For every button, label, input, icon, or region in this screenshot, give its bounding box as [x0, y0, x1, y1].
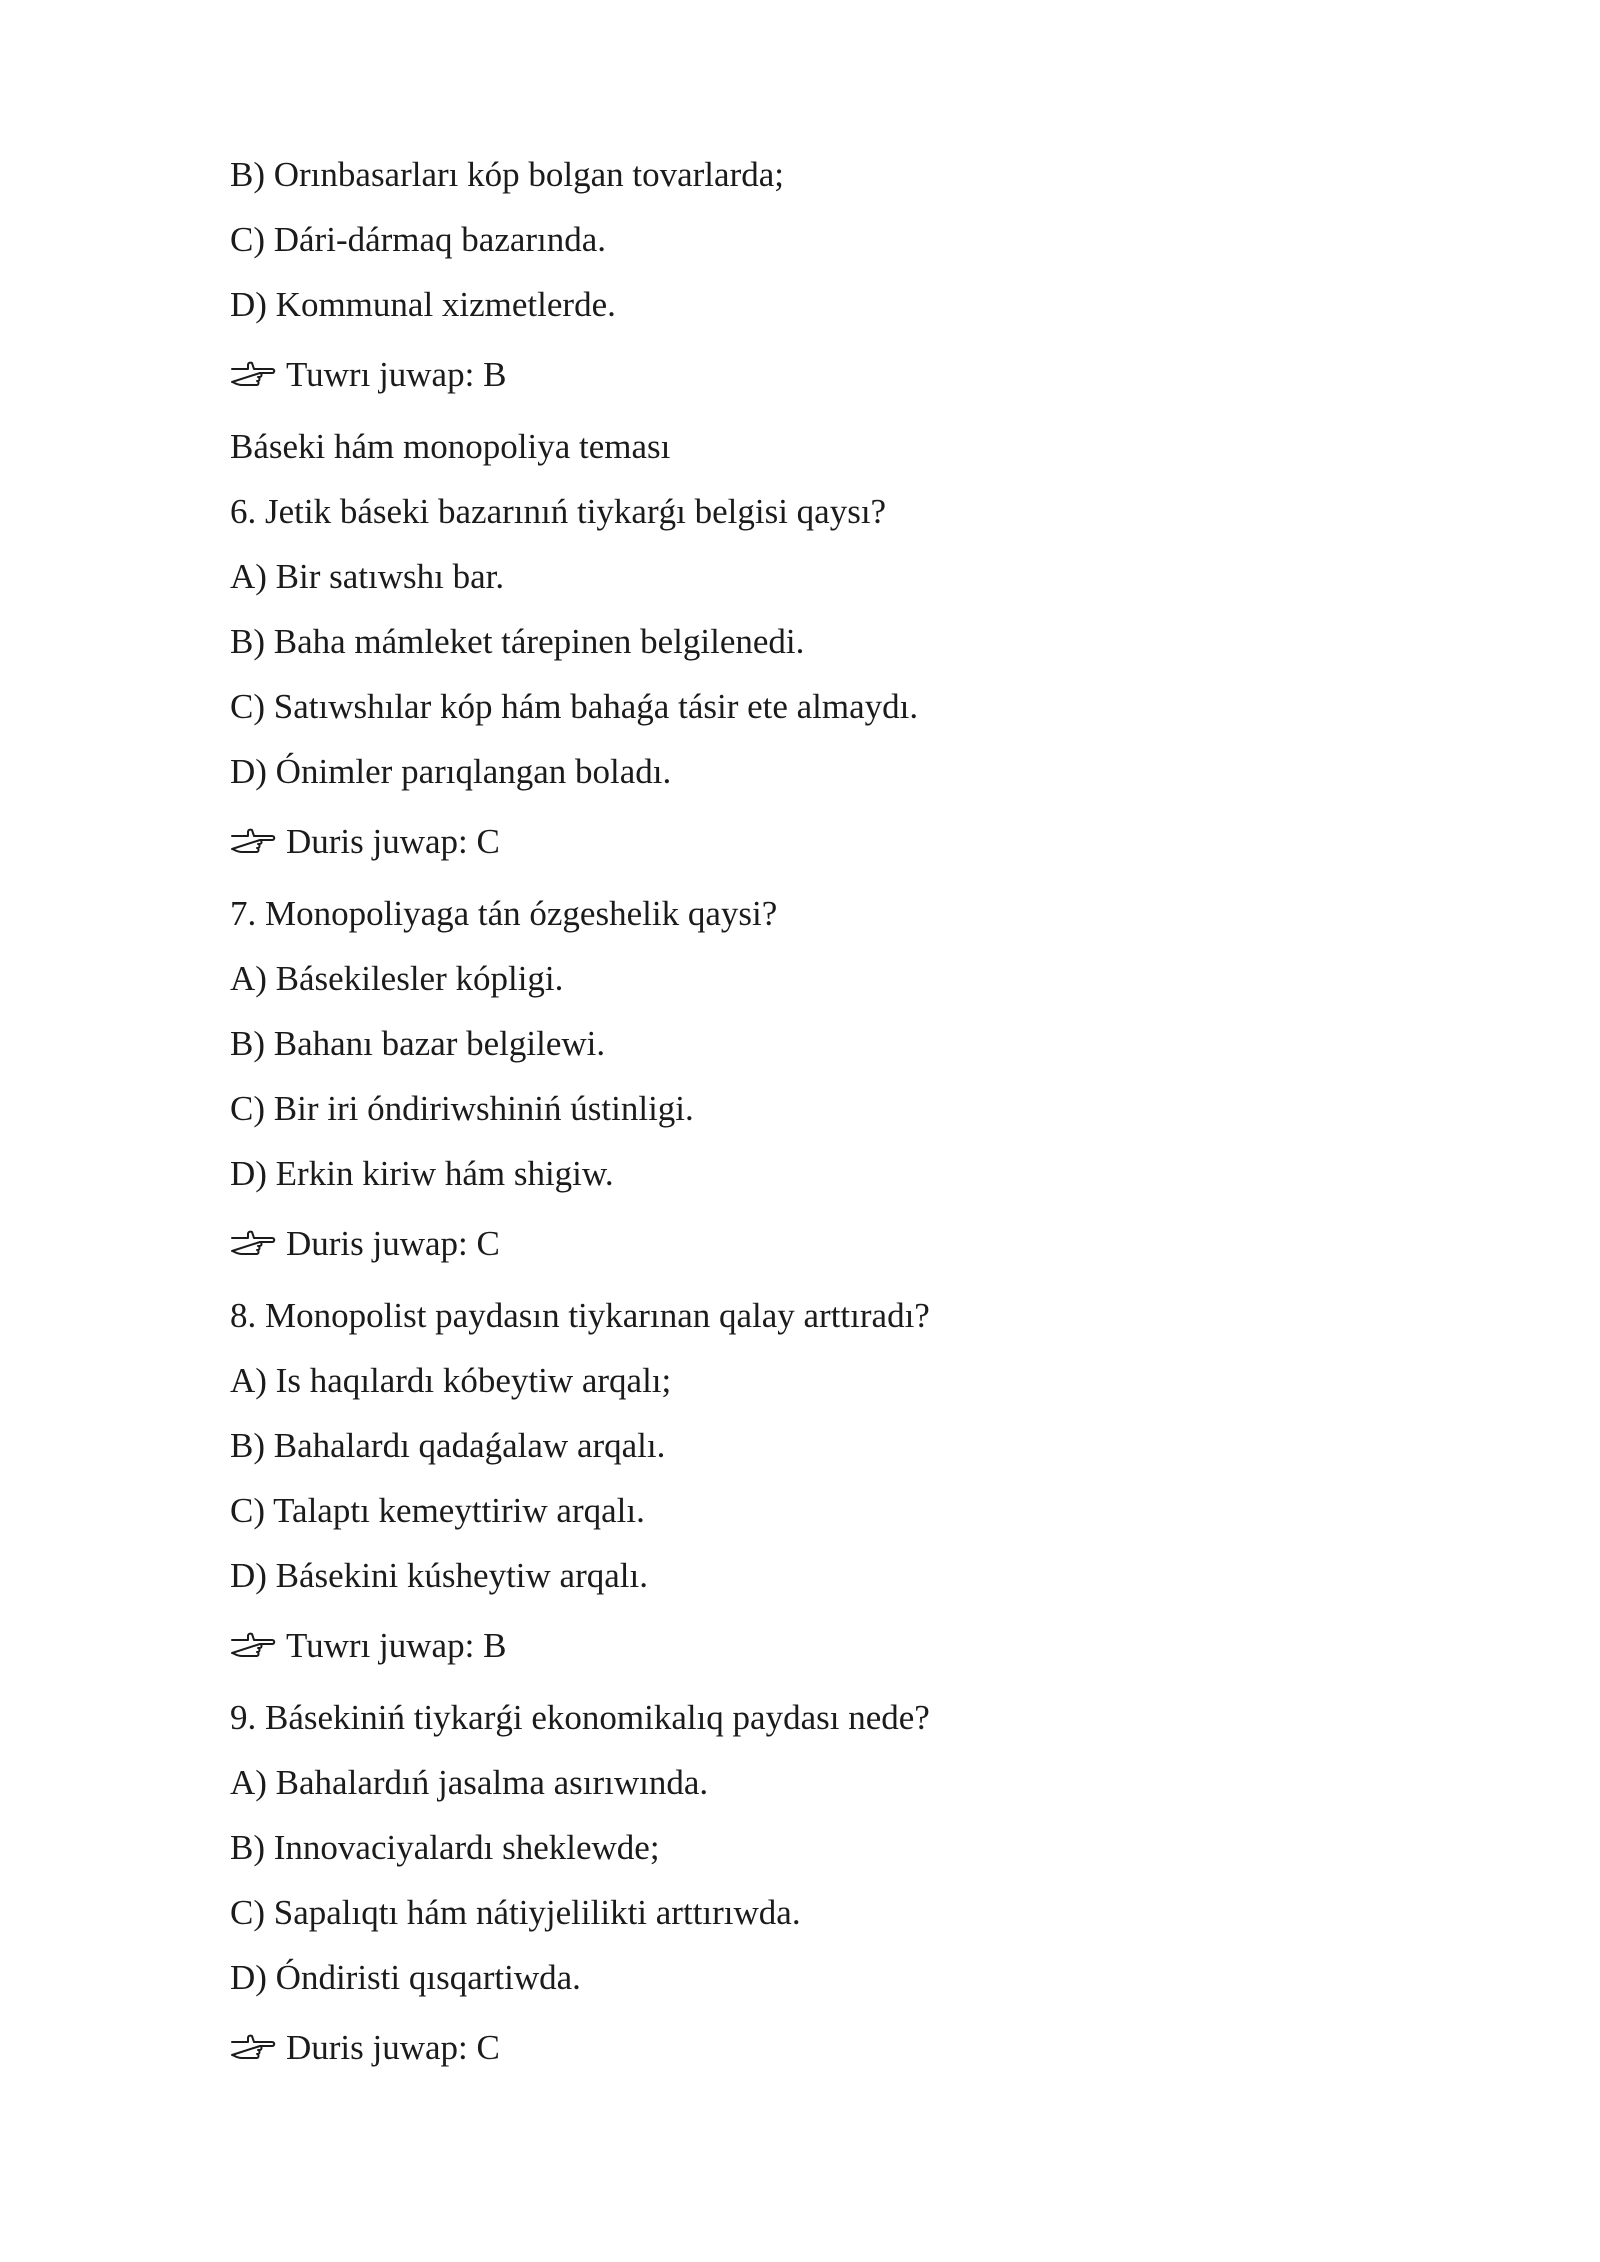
question-8: 8. Monopolist paydasın tiykarınan qalay arttıradı?: [230, 1296, 930, 1335]
option-a: A) Básekilesler kópligi.: [230, 959, 564, 998]
option-c: C) Talaptı kemeyttiriw arqalı.: [230, 1491, 645, 1530]
answer-line: [230, 355, 506, 395]
pointing-hand-icon: [230, 360, 276, 390]
answer-text: Duris juwap: C: [286, 822, 500, 861]
pointing-hand-icon: [230, 827, 276, 857]
answer-line: [230, 822, 500, 862]
pointing-hand-icon: [230, 1229, 276, 1259]
answer-text: Duris juwap: C: [286, 2028, 500, 2067]
option-d: D) Ónimler parıqlangan boladı.: [230, 752, 672, 791]
option-d: D) Básekini kúsheytiw arqalı.: [230, 1556, 648, 1595]
section-title: Báseki hám monopoliya teması: [230, 427, 671, 466]
question-6: 6. Jetik báseki bazarınıń tiykarǵı belgisi qaysı?: [230, 492, 887, 531]
pointing-hand-icon: [230, 2033, 276, 2063]
option-b: B) Baha mámleket tárepinen belgilenedi.: [230, 622, 805, 661]
answer-text: Duris juwap: C: [286, 1224, 500, 1263]
option-b: B) Orınbasarları kóp bolgan tovarlarda;: [230, 155, 784, 194]
question-9: 9. Básekiniń tiykarǵi ekonomikalıq paydası nede?: [230, 1698, 930, 1737]
answer-line: [230, 1626, 506, 1666]
question-7: 7. Monopoliyaga tán ózgeshelik qaysi?: [230, 894, 778, 933]
option-c: C) Sapalıqtı hám nátiyjelilikti arttırıwda.: [230, 1893, 801, 1932]
answer-line: [230, 2028, 500, 2068]
option-d: D) Kommunal xizmetlerde.: [230, 285, 616, 324]
option-b: B) Bahalardı qadaǵalaw arqalı.: [230, 1426, 666, 1465]
answer-text: Tuwrı juwap: B: [286, 355, 507, 394]
option-a: A) Bir satıwshı bar.: [230, 557, 505, 596]
option-c: C) Dári-dármaq bazarında.: [230, 220, 607, 259]
option-a: A) Bahalardıń jasalma asırıwında.: [230, 1763, 709, 1802]
option-c: C) Satıwshılar kóp hám bahaǵa tásir ete almaydı.: [230, 687, 919, 726]
answer-text: Tuwrı juwap: B: [286, 1626, 507, 1665]
option-b: B) Innovaciyalardı sheklewde;: [230, 1828, 660, 1867]
option-d: D) Óndiristi qısqartiwda.: [230, 1958, 581, 1997]
option-c: C) Bir iri óndiriwshiniń ústinligi.: [230, 1089, 694, 1128]
option-b: B) Bahanı bazar belgilewi.: [230, 1024, 606, 1063]
pointing-hand-icon: [230, 1631, 276, 1661]
option-d: D) Erkin kiriw hám shigiw.: [230, 1154, 614, 1193]
option-a: A) Is haqılardı kóbeytiw arqalı;: [230, 1361, 672, 1400]
answer-line: [230, 1224, 500, 1264]
